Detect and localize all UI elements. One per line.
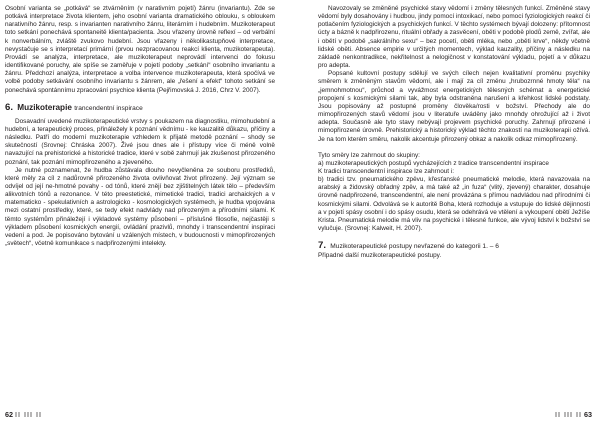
- right-paragraph-6: b) tradici tzv. pneumatického zpěvu, křesťanské pneumatické melodie, která navazovala na arabský a židovský obřadný zpěv, a má také až „in fuza“ (vlitý, zjevený) charakter, dosahuje úrovně nadpřirozené, transcendentní, ale není provázána s přímou nadvládou nad přírodními či kosmickými silami. Odvolává se k autoritě Boha, která rozhoduje a vstupuje do lidské dějinnosti a v pojetí spásy osobní i do spásy osudu, která se odehrává ve vtělení a vykoupení obětí Ježíše Krista. Pneumatická melodie má vliv na psychické i tělesné funkce, ale vývoj lidství k božství se vylučuje. (Srovnej: Kalweit, H. 2007).: [318, 176, 590, 233]
- section-6-title-rest: trancendentní inspirace: [74, 104, 143, 112]
- section-7-title: Muzikoterapeutické postupy nevřazené do kategorii 1. – 6: [330, 243, 499, 251]
- right-paragraph-1: Navozovaly se změněné psychické stavy vědomí i změny tělesných funkcí. Změněné stavy vědomí byly dosahovány i hudbou, jindy pomocí intoxikací, nebo pomocí fyziologických reakcí či potlačením fyziologických a psychických funkcí. V těchto systémech bývají dolozeny: přítomnost úcty a bázně k nadpřirozenu, rituální obřady a zasvěcení, oběti v podobě plodů země, zvířat, ale i obětí v podobě „sakrálního sexu“ – bez pocetí, oběti mléka, nebo „oběti krve“, někdy včetně lidské oběti. Absence empirie v určitých momentech, výklad kauzality, příčiny a následku na základě nenkontradikce, nekřitelnost a nelogičnost v konstatování výkladu, pojetí a v důkazu pro adepta.: [318, 5, 590, 70]
- right-page: [300, 0, 600, 424]
- right-paragraph-4: a) muzikoterapeutických postupů vycházejících z tradice transcendentní inspirace: [318, 159, 549, 167]
- section-6-title: Muzikoterapie: [17, 102, 72, 112]
- section-7-subtitle: Připadné další muzikoterapeutické postupy.: [318, 252, 442, 260]
- section-6-paragraph-1: Dosavadní uvedené muzikoterapeutické vrstvy s poukazem na diagnostiku, mimohudební a hudební, a terapeutický proces, přináležely k poznání vědnímu - ke kauzalitě důkazu, příčiny a následku. Patří do moderní muzikoterapie vzhledem k přijaté metodě poznání – shody se skutečností (Srovnej: Chráska 2007). Živé jsou dnes ale i přístupy více či méně volně navazující na prehistorické a historické tradice, které v sobě zahrnují jak zkušenost přirozeného poznání, tak poznání mimopřirozeného a zjeveného.: [5, 117, 275, 166]
- left-page-text: [5, 5, 275, 248]
- folio-ornament-left: II III II: [15, 410, 42, 419]
- folio-ornament-right: II III II: [555, 410, 582, 419]
- page-number-left: 62: [5, 410, 13, 419]
- section-7-heading: [318, 241, 590, 252]
- page-number-right: 63: [584, 410, 592, 419]
- left-folio: [5, 410, 42, 419]
- section-6-paragraph-2: Je nutné poznamenat, že hudba zůstávala dlouho nevyčleněna ze souboru prostředků, které měly za cíl z nadůrovně přirozeného života ovlivňovat život přirozený. Její význam se odvíjel od její ne-hmotné povahy - od tónů, které znějí bez zjištitelných látek tělo – především alikvotních tónů a rezonance. V této preestetické, mimetické tradici, tradici archaických a v matematicko - spekulativních a astrologicko - kosmologických systémech, je hudba vpojována mezi ostatní prostředky, které, se tedy efekt nadvlády nad přirozeným a přírodními silami. K těmto systémům přináležejí i výkladové systémy působení – příslušné filosofie, nejčastěji s výkladem působení kosmických energií, ovládání prazivlů, mnohdy i transcendentní inspiraci vedení a pod. Je popisováno bytování u vzálených místech, v budoucnosti v mimopřirozených „světech“, včetně komunikace s nadpřirozenými intelekty.: [5, 166, 275, 248]
- right-paragraph-5: K tradici transcendentní inspirace lze zahrnout i:: [318, 167, 455, 175]
- section-7-number: 7.: [318, 240, 327, 252]
- intro-paragraph: Osobní varianta se „potkává“ se ztvárněním (v narativním pojetí) žánru (invariantu). Zde se potkává interpretace života klientem, jeho osobní varianta dramatického oblouku, s obloukem narativního žánru, resp. s invarianten narativního žánru, literárním i hudebním. Muzikoterapeut toto setkání ponechává spontaneitě klienta/pacienta. Jsou vřazeny úrovně reflexí – od verbální k nonverbálním, zvláště zvukovo hudební. Jsou vřazeny i několikastupňové interpretace, nevystačuje se s interpretací primární (prvou nezpracovanou reakcí klienta, muzikoterapeuta). Provádí se analýza, interpretace, ale muzikoterapeut neprovádí intervenci do fokusu identifikované poruchy, ale spíše se zaměřuje v pojetí podoby „setkání“ osobního invariantu a žánru. Předchozí analýza, interpretace a volba intervence muzikoterapeuta, která spočívá ve volbě podoby setkávání osobního invariantu s žánrem, ale „řešení a efekt“ tohoto setkání se ponechává spontánnímu zpracování psychice klienta (Pejřimovská J. 2016, Chrz V. 2007).: [5, 5, 275, 94]
- right-folio: [555, 410, 592, 419]
- section-6-number: 6.: [5, 101, 14, 113]
- section-6-heading: [5, 103, 275, 114]
- right-page-text: [318, 5, 590, 260]
- right-paragraph-3: Tyto směry lze zahrnout do skupiny:: [318, 151, 420, 159]
- right-paragraph-2: Popsané kultovní postupy sdělují ve svých cílech nejen kvalitativní proměnu psychiky směrem k změněným stavům vědomí, ale i mají za cíl změnu „hrubozrnné hmoty těla“ na „jemnohmotnou“, průchod a vyvážmost energetických tělesných schémat a energetické propojení s kosmickými silami tak, aby byla odstraněna narušení a křehkost lidské podstaty. Jsou popisovány až postupné proměny člověka/rosti v božství. Přechody ale do mimopřirozených stavů vědomí jsou v literatuře uváděny jako mnohdy ohrožující až i život adepta. Současně ale tyto stavy nebývají projevem psychické poruchy. Zahrnují přirozené i mimopřirozené úrovně. Prehistorický a historický výklad těchto znakostí na muzikoterapii ožívá. Je na tom kterém směru, nakolik akcentuje přirozený obkaz a nakolik odkaz mimopřirozený.: [318, 70, 590, 143]
